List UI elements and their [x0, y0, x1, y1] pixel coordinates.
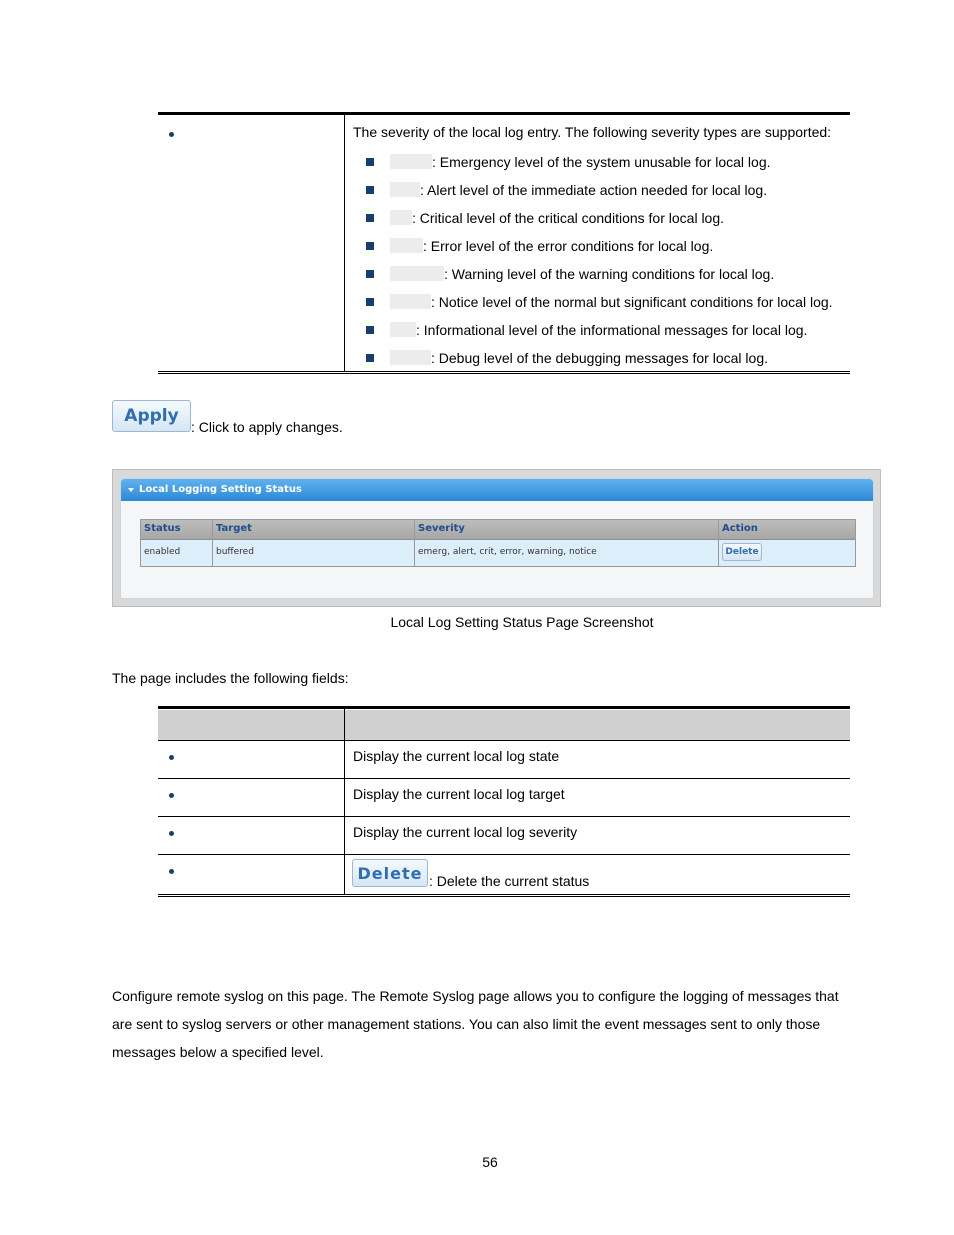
cell-severity: emerg, alert, crit, error, warning, notice: [418, 547, 597, 557]
paragraph-line: messages below a specified level.: [112, 1044, 324, 1060]
delete-button[interactable]: Delete: [722, 543, 762, 561]
local-log-status-screenshot: [112, 469, 881, 607]
severity-item-text: : Informational level of the informational messages for local log.: [416, 322, 808, 338]
figure-caption: Local Log Setting Status Page Screenshot: [390, 614, 654, 630]
status-table: [140, 519, 856, 567]
severity-name-blank: [390, 266, 444, 281]
collapse-triangle-icon[interactable]: [128, 488, 134, 492]
severity-item-text: : Error level of the error conditions for local log.: [423, 238, 714, 254]
apply-button[interactable]: Apply: [112, 400, 191, 432]
severity-name-blank: [390, 322, 416, 337]
bullet-icon: [169, 831, 174, 836]
severity-name-blank: [390, 294, 431, 309]
panel-frame: [120, 478, 874, 599]
table-header-row: [158, 710, 850, 740]
severity-name-blank: [390, 238, 423, 253]
square-bullet-icon: [366, 158, 374, 166]
header-status: Status: [144, 523, 181, 534]
page-number: 56: [482, 1154, 498, 1170]
row-divider: [158, 740, 850, 741]
column-divider: [344, 115, 345, 371]
panel-title: Local Logging Setting Status: [139, 484, 302, 495]
severity-table: [158, 112, 850, 374]
severity-name-blank: [390, 350, 431, 365]
apply-description: : Click to apply changes.: [191, 419, 343, 435]
cell-status: enabled: [144, 547, 181, 557]
field-desc: Display the current local log state: [353, 748, 560, 764]
severity-name-blank: [390, 154, 432, 169]
square-bullet-icon: [366, 186, 374, 194]
delete-button[interactable]: Delete: [352, 859, 428, 887]
bullet-icon: [169, 755, 174, 760]
square-bullet-icon: [366, 354, 374, 362]
header-severity: Severity: [418, 523, 465, 534]
square-bullet-icon: [366, 298, 374, 306]
square-bullet-icon: [366, 270, 374, 278]
bullet-icon: [169, 869, 174, 874]
square-bullet-icon: [366, 242, 374, 250]
fields-intro: The page includes the following fields:: [112, 670, 349, 686]
severity-item-text: : Critical level of the critical conditions for local log.: [412, 210, 725, 226]
column-divider: [718, 520, 719, 566]
column-divider: [212, 520, 213, 566]
severity-item-text: : Emergency level of the system unusable for local log.: [432, 154, 771, 170]
severity-item-text: : Warning level of the warning conditions for local log.: [444, 266, 775, 282]
cell-target: buffered: [216, 547, 254, 557]
paragraph-line: Configure remote syslog on this page. The Remote Syslog page allows you to configure the logging of messages that: [112, 988, 839, 1004]
paragraph-line: are sent to syslog servers or other management stations. You can also limit the event messages sent to only those: [112, 1016, 821, 1032]
severity-item-text: : Notice level of the normal but significant conditions for local log.: [431, 294, 833, 310]
bullet-icon: [169, 132, 174, 137]
row-divider: [158, 816, 850, 817]
row-divider: [158, 854, 850, 855]
column-divider: [344, 709, 345, 894]
panel-header[interactable]: [121, 479, 873, 501]
bullet-icon: [169, 793, 174, 798]
severity-name-blank: [390, 182, 420, 197]
field-desc: : Delete the current status: [429, 873, 590, 889]
header-target: Target: [216, 523, 252, 534]
remote-syslog-paragraph: [112, 982, 852, 1066]
severity-name-blank: [390, 210, 412, 225]
severity-item-text: : Debug level of the debugging messages for local log.: [431, 350, 768, 366]
column-divider: [414, 520, 415, 566]
row-divider: [158, 778, 850, 779]
field-desc: Display the current local log target: [353, 786, 565, 802]
square-bullet-icon: [366, 214, 374, 222]
header-action: Action: [722, 523, 758, 534]
fields-table: [158, 706, 850, 897]
field-desc: Display the current local log severity: [353, 824, 578, 840]
severity-intro: The severity of the local log entry. The following severity types are supported:: [353, 124, 832, 140]
square-bullet-icon: [366, 326, 374, 334]
severity-item-text: : Alert level of the immediate action needed for local log.: [420, 182, 768, 198]
